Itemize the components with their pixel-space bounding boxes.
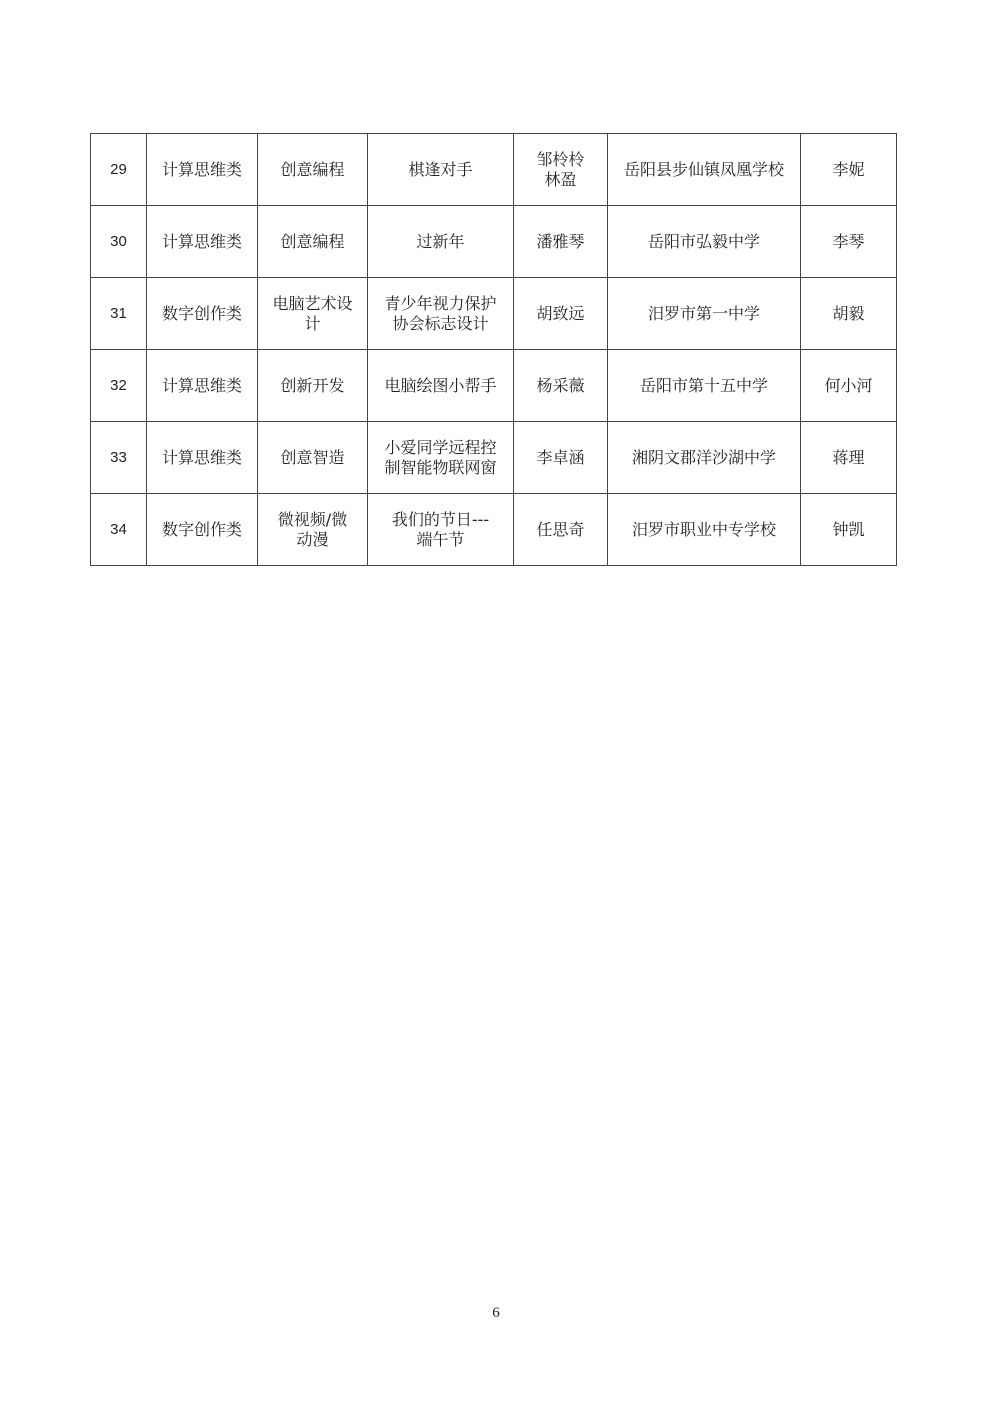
table-row [91, 134, 897, 206]
cell-subcategory: 创新开发 [258, 350, 368, 422]
cell-category: 计算思维类 [147, 422, 258, 494]
table-row [91, 422, 897, 494]
table-body [91, 134, 897, 566]
cell-title: 电脑绘图小帮手 [368, 350, 514, 422]
cell-school: 汨罗市第一中学 [608, 278, 801, 350]
cell-category: 计算思维类 [147, 350, 258, 422]
cell-authors: 潘雅琴 [514, 206, 608, 278]
cell-teacher: 李琴 [801, 206, 897, 278]
cell-category: 计算思维类 [147, 134, 258, 206]
cell-number: 33 [91, 422, 147, 494]
cell-category: 数字创作类 [147, 278, 258, 350]
table-row [91, 206, 897, 278]
cell-title: 小爱同学远程控 制智能物联网窗 [368, 422, 514, 494]
cell-subcategory: 微视频/微 动漫 [258, 494, 368, 566]
cell-teacher: 何小河 [801, 350, 897, 422]
cell-teacher: 胡毅 [801, 278, 897, 350]
cell-number: 31 [91, 278, 147, 350]
cell-number: 29 [91, 134, 147, 206]
cell-title: 我们的节日--- 端午节 [368, 494, 514, 566]
cell-teacher: 钟凯 [801, 494, 897, 566]
cell-authors: 任思奇 [514, 494, 608, 566]
table-row [91, 278, 897, 350]
cell-category: 数字创作类 [147, 494, 258, 566]
cell-title: 棋逢对手 [368, 134, 514, 206]
table-row [91, 494, 897, 566]
cell-title: 过新年 [368, 206, 514, 278]
cell-school: 汨罗市职业中专学校 [608, 494, 801, 566]
cell-teacher: 李妮 [801, 134, 897, 206]
cell-title: 青少年视力保护 协会标志设计 [368, 278, 514, 350]
cell-number: 30 [91, 206, 147, 278]
cell-category: 计算思维类 [147, 206, 258, 278]
cell-number: 34 [91, 494, 147, 566]
page-number: 6 [492, 1305, 500, 1321]
cell-subcategory: 电脑艺术设 计 [258, 278, 368, 350]
cell-subcategory: 创意智造 [258, 422, 368, 494]
cell-authors: 胡致远 [514, 278, 608, 350]
cell-school: 湘阴文郡洋沙湖中学 [608, 422, 801, 494]
cell-subcategory: 创意编程 [258, 206, 368, 278]
cell-teacher: 蒋理 [801, 422, 897, 494]
cell-school: 岳阳县步仙镇凤凰学校 [608, 134, 801, 206]
cell-authors: 杨采薇 [514, 350, 608, 422]
cell-number: 32 [91, 350, 147, 422]
cell-authors: 李卓涵 [514, 422, 608, 494]
cell-authors: 邹柃柃 林盈 [514, 134, 608, 206]
table-row [91, 350, 897, 422]
cell-subcategory: 创意编程 [258, 134, 368, 206]
cell-school: 岳阳市弘毅中学 [608, 206, 801, 278]
cell-school: 岳阳市第十五中学 [608, 350, 801, 422]
awards-table [90, 133, 897, 566]
